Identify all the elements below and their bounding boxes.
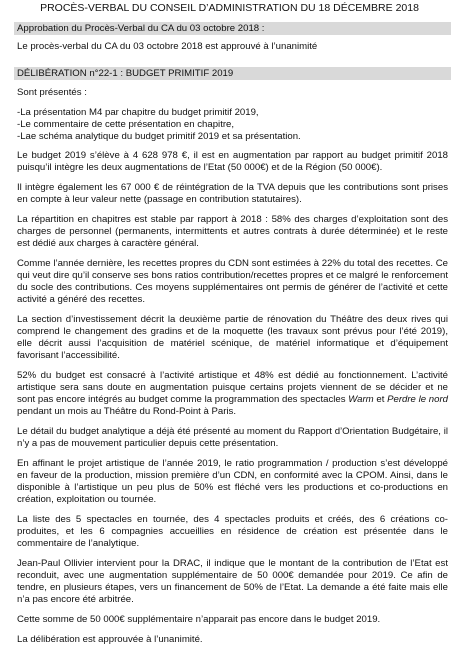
- pending-amount-paragraph: Cette somme de 50 000€ supplémentaire n’apparait pas encore dans le budget 2019.: [17, 614, 381, 625]
- vat-paragraph: Il intègre également les 67 000 € de réintégration de la TVA depuis que les contributions sont prises en compte à leur valeur nette (passage en contribution statutaires).: [17, 182, 448, 205]
- approval-text: Le procès-verbal du CA du 03 octobre 2018 est approuvé à l’unanimité: [17, 41, 318, 52]
- paragraph-text: pendant un mois au Théâtre du Rond-Point à Paris.: [17, 406, 237, 417]
- deliberation-approval-paragraph: La délibération est approuvée à l’unanimité.: [17, 634, 203, 645]
- own-revenue-paragraph: Comme l’année dernière, les recettes propres du CDN sont estimées à 22% du total des recettes. Ce qui veut dire qu’il conserve ses bons ratios contribution/recettes propres et ce malgré le renforcement du socle des contributions. Ces moyens supplémentaires ont permis de générer de l’activité et cette activité a généré des recettes.: [17, 258, 448, 305]
- presented-item: -Le commentaire de cette présentation en chapitre,: [17, 119, 235, 130]
- paragraph-text: et: [373, 394, 388, 405]
- show-title-warm: Warm: [348, 394, 374, 405]
- show-title-perdre-le-nord: Perdre le nord: [387, 394, 448, 405]
- deliberation-heading: DÉLIBÉRATION n°22-1 : BUDGET PRIMITIF 2019: [14, 67, 451, 80]
- presented-item: -Lae schéma analytique du budget primitif 2019 et sa présentation.: [17, 131, 301, 142]
- budget-amount-paragraph: Le budget 2019 s’élève à 4 628 978 €, il est en augmentation par rapport au budget primitif 2018 puisqu’il intègre les deux augmentations de l’Etat (50 000€) et de la Région (50 000€).: [17, 150, 448, 173]
- productions-list-paragraph: La liste des 5 spectacles en tournée, des 4 spectacles produits et créés, des 6 créations co-produites, et les 6 compagnies accueillies en résidence de création est présentée dans le commentaire de l’analytique.: [17, 514, 448, 549]
- presented-list: [17, 107, 448, 143]
- document-title: PROCÈS-VERBAL DU CONSEIL D’ADMINISTRATION DU 18 DÉCEMBRE 2018: [40, 2, 419, 14]
- chapter-breakdown-paragraph: La répartition en chapitres est stable par rapport à 2018 : 58% des charges d’exploitation sont des charges de personnel (permanents, intermittents et autres contrats à durée déterminée) et le reste est dédié aux charges à caractère général.: [17, 214, 448, 249]
- analytic-detail-paragraph: Le détail du budget analytique a déjà été présenté au moment du Rapport d’Orientation Budgétaire, il n’y a pas de mouvement particulier depuis cette présentation.: [17, 426, 448, 449]
- presented-intro: Sont présentés :: [17, 87, 87, 98]
- artistic-activity-paragraph: [17, 370, 448, 418]
- document-body: [17, 22, 448, 646]
- investment-paragraph: La section d’investissement décrit la deuxième partie de rénovation du Théâtre des deux rives qui comprend le changement des gradins et de la moquette (les travaux sont prévus pour l’été 2019), elle décrit aussi l’acquisition de matériel scénique, de matériel informatique et d’équipement favorisant l’accessibilité.: [17, 314, 448, 361]
- presented-item: -La présentation M4 par chapitre du budget primitif 2019,: [17, 107, 259, 118]
- programming-ratio-paragraph: En affinant le projet artistique de l’année 2019, le ratio programmation / production s’est développé en faveur de la production, mission première d’un CDN, en conformité avec la CPOM. Ainsi, dans le disponible à l’artistique un peu plus de 50% est fléché vers les productions et co-productions en création, exploitation ou tournée.: [17, 458, 448, 505]
- paragraph-text: 52% du budget est consacré à l’activité artistique et 48% est dédié au fonctionnement. L’activité artistique sera sans doute en augmentation puisque certains projets viennent de se décider et ne sont pas encore intégrés au budget comme la programmation des spectacles: [17, 370, 448, 405]
- approval-heading: Approbation du Procès-Verbal du CA du 03 octobre 2018 :: [14, 22, 451, 35]
- drac-statement-paragraph: Jean-Paul Ollivier intervient pour la DRAC, il indique que le montant de la contribution de l’Etat est reconduit, avec une augmentation supplémentaire de 50 000€ demandée pour 2019. Ce afin de tendre, en plusieurs étapes, vers un financement de 50% de l’Etat. La demande a été faite mais elle n’a pas encore été arbitrée.: [17, 558, 448, 605]
